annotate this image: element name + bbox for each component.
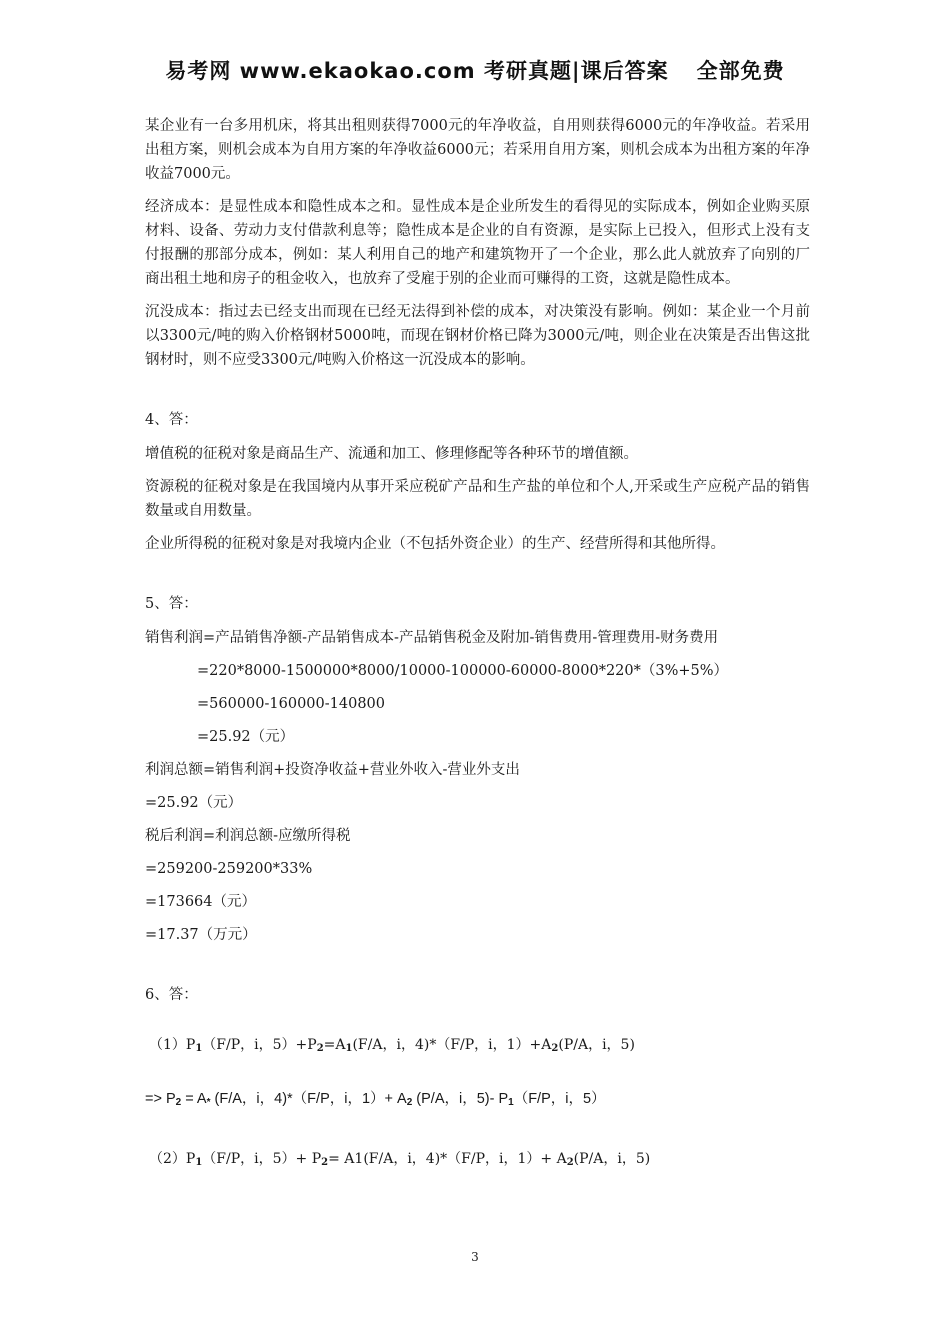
q6-title: 6、答： — [145, 987, 198, 1003]
q5-line-calc-2: =560000-160000-140800 — [197, 696, 386, 712]
opportunity-cost-paragraph: 某企业有一台多用机床，将其出租则获得7000元的年净收益，自用则获得6000元的年净收益。若采用出租方案，则机会成本为自用方案的年净收益6000元；若采用自用方案，则机会成本为出租方案的年净收益7000元。 — [145, 118, 810, 182]
document-body — [145, 114, 810, 1175]
q6-formula-3: $(2)P_1(F/P$，i，$5)+ P_2= A1(F/A$，i，4)*（F/P，i，$1)+ A_2(P/A$，i，5) — [149, 1151, 651, 1168]
q4-title: 4、答： — [145, 412, 198, 428]
q6-formula-2: => $P_2 = A_*$ (F/A，i，4)*（F/P，i，$1)+ A_2$ (P/A，i，5)- $P_1(F/P$，i，5） — [145, 1091, 606, 1108]
economic-cost-paragraph: 经济成本：是显性成本和隐性成本之和。显性成本是企业所发生的看得见的实际成本，例如企业购买原材料、设备、劳动力支付借款利息等；隐性成本是企业的自有资源，是实际上已投入，但形式上没有支付报酬的那部分成本，例如：某人利用自己的地产和建筑物开了一个企业，那么此人就放弃了向别的厂商出租土地和房子的租金收入，也放弃了受雇于别的企业而可赚得的工资，这就是隐性成本。 — [145, 199, 810, 287]
q4-vat-paragraph: 增值税的征税对象是商品生产、流通和加工、修理修配等各种环节的增值额。 — [145, 446, 638, 462]
page-number: 3 — [471, 1250, 479, 1264]
q5-line-after-tax-formula: 税后利润=利润总额-应缴所得税 — [145, 828, 351, 844]
q5-line-total-profit-formula: 利润总额=销售利润+投资净收益+营业外收入-营业外支出 — [145, 762, 520, 778]
header-site-title: 易考网 www.ekaokao.com 考研真题|课后答案 — [165, 59, 669, 83]
q6-formula-1: $(1)P_1(F/P$，i，$5)+P_2=A_1(F/A$，i，4)*（F/P，i，$1)+A_2(P/A$，i，5) — [149, 1037, 635, 1054]
q5-line-sales-profit-formula: 销售利润=产品销售净额-产品销售成本-产品销售税金及附加-销售费用-管理费用-财务费用 — [145, 630, 719, 646]
header-free-label: 全部免费 — [696, 59, 785, 83]
q4-income-tax-paragraph: 企业所得税的征税对象是对我境内企业（不包括外资企业）的生产、经营所得和其他所得。 — [145, 536, 725, 552]
q5-line-after-tax-calc: =259200-259200*33% — [145, 861, 313, 877]
q4-resource-tax-paragraph: 资源税的征税对象是在我国境内从事开采应税矿产品和生产盐的单位和个人,开采或生产应税产品的销售数量或自用数量。 — [145, 479, 810, 519]
q5-line-calc-1: =220*8000-1500000*8000/10000-100000-60000-8000*220*（3%+5%） — [197, 663, 729, 679]
q5-line-after-tax-wan: =17.37（万元） — [145, 927, 257, 943]
q5-title: 5、答： — [145, 596, 198, 612]
sunk-cost-paragraph: 沉没成本：指过去已经支出而现在已经无法得到补偿的成本，对决策没有影响。例如：某企业一个月前以3300元/吨的购入价格钢材5000吨，而现在钢材价格已降为3000元/吨，则企业在决策是否出售这批钢材时，则不应受3300元/吨购入价格这一沉没成本的影响。 — [145, 304, 810, 368]
q5-line-after-tax-yuan: =173664（元） — [145, 894, 257, 910]
page-header — [0, 55, 950, 85]
q5-line-calc-3: =25.92（元） — [197, 729, 295, 745]
q5-line-total-profit-value: =25.92（元） — [145, 795, 243, 811]
